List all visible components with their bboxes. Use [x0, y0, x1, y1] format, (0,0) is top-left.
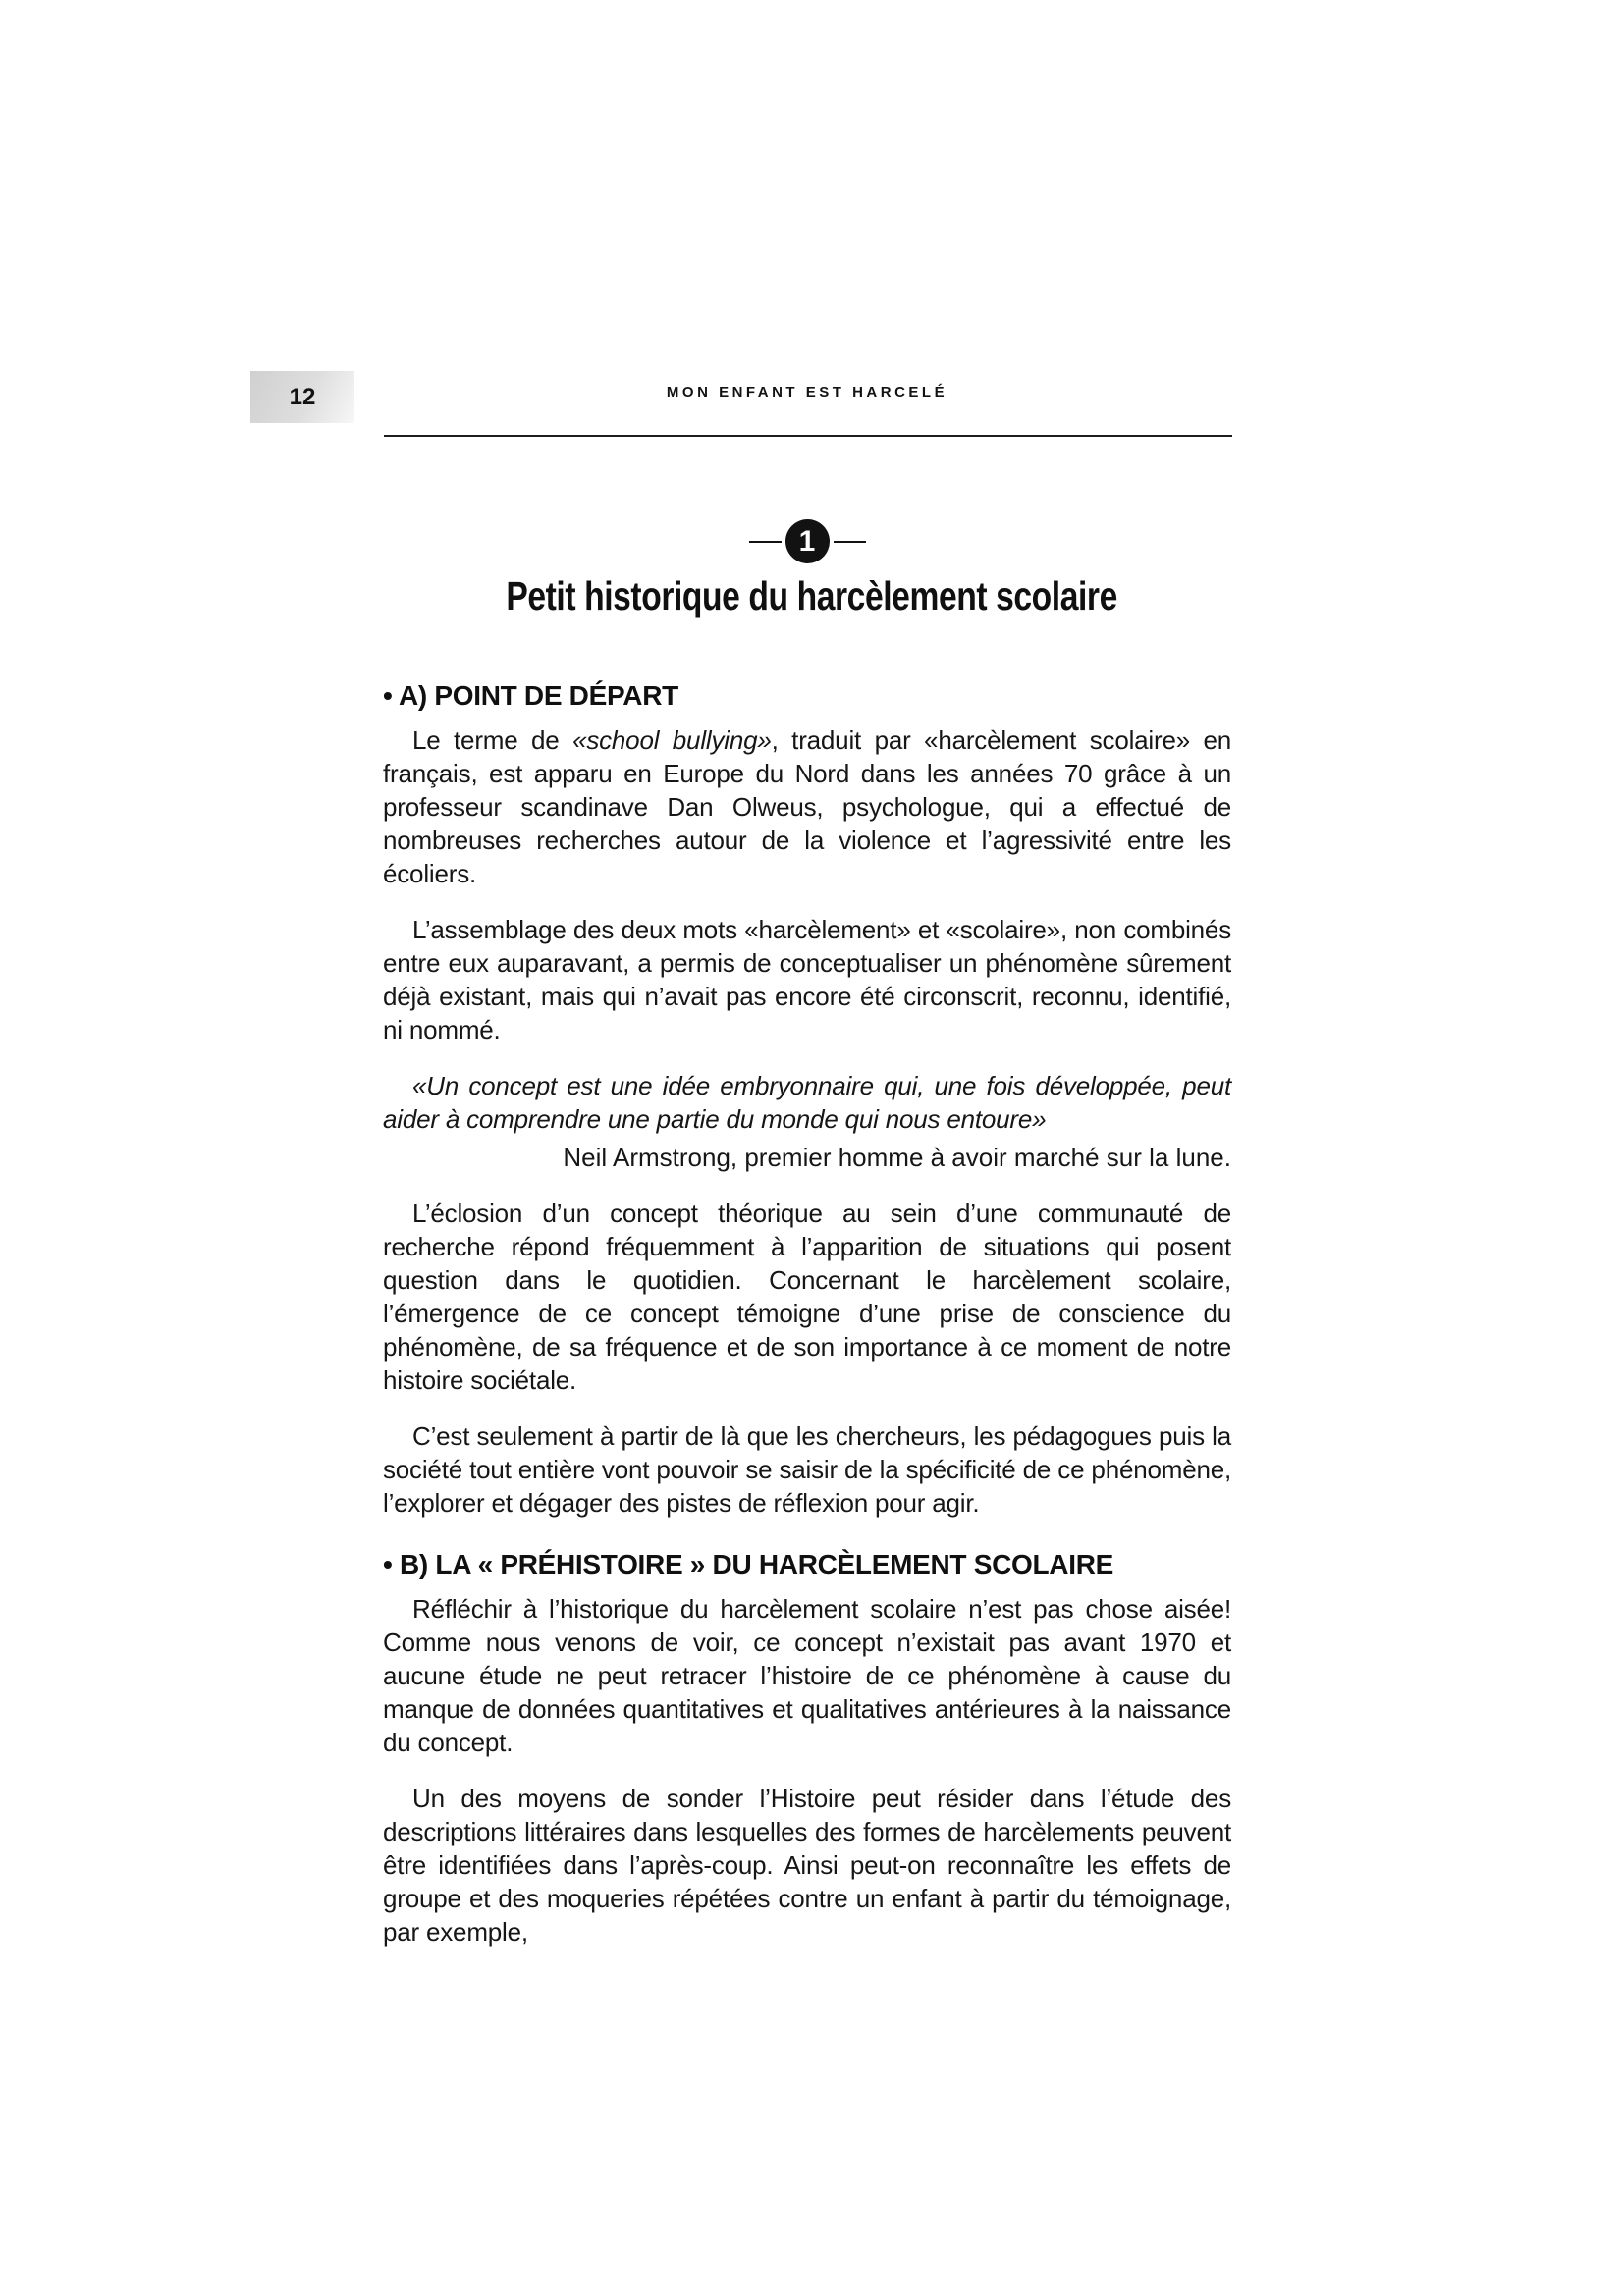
paragraph-a1-rest: , traduit par «harcèlement scolaire» en français, est apparu en Europe du Nord dans les années 70 grâce à un professeur scandinave Dan Olweus, psychologue, qui a effectué de nombreuses recherches autour de la violence et l’agressivité entre les écoliers. [383, 725, 1232, 888]
running-header-title: MON ENFANT EST HARCELÉ [666, 384, 948, 400]
ornament-dash-right [834, 541, 866, 543]
paragraph-a1 [383, 723, 1231, 890]
paragraph-a1-italic-term: «school bullying» [572, 725, 772, 755]
chapter-title-container [0, 573, 1623, 619]
paragraph-a1-lead: Le terme de [412, 725, 573, 755]
chapter-title: Petit historique du harcèlement scolaire [506, 573, 1117, 618]
paragraph-b1: Réfléchir à l’historique du harcèlement scolaire n’est pas chose aisée! Comme nous venons de voir, ce concept n’existait pas avant 1970 et aucune étude ne peut retracer l’histoire de ce phénomène à cause du manque de données quantitatives et qualitatives antérieures à la naissance du concept. [383, 1594, 1231, 1757]
paragraph-b2: Un des moyens de sonder l’Histoire peut résider dans l’étude des descriptions littéraires dans lesquelles des formes de harcèlements peuvent être identifiées dans l’après-coup. Ainsi peut-on reconnaître les effets de groupe et des moqueries répétées contre un enfant à partir du témoignage, par exemple, [383, 1784, 1231, 1947]
quote-attribution: Neil Armstrong, premier homme à avoir marché sur la lune. [563, 1143, 1231, 1172]
paragraph-a4: C’est seulement à partir de là que les chercheurs, les pédagogues puis la société tout entière vont pouvoir se saisir de la spécificité de ce phénomène, l’explorer et dégager des pistes de réflexion pour agir. [383, 1421, 1231, 1518]
paragraph-a3: L’éclosion d’un concept théorique au sein d’une communauté de recherche répond fréquemment à l’apparition de situations qui posent question dans le quotidien. Concernant le harcèlement scolaire, l’émergence de ce concept témoigne d’une prise de conscience du phénomène, de sa fréquence et de son importance à ce moment de notre histoire sociétale. [383, 1199, 1231, 1395]
paragraph-a2: L’assemblage des deux mots «harcèlement» et «scolaire», non combinés entre eux auparavant, a permis de conceptualiser un phénomène sûrement déjà existant, mais qui n’avait pas encore été circonscrit, reconnu, identifié, ni nommé. [383, 915, 1231, 1044]
quote-paragraph: «Un concept est une idée embryonnaire qui, une fois développée, peut aider à comprendre une partie du monde qui nous entoure» [383, 1071, 1231, 1134]
section-a-heading: • A) POINT DE DÉPART [383, 680, 678, 711]
ornament-dash-left [749, 541, 782, 543]
header-rule [384, 435, 1232, 437]
chapter-number-badge [785, 519, 830, 563]
page-number: 12 [289, 383, 316, 410]
chapter-number: 1 [798, 524, 816, 558]
page-body [383, 679, 1231, 1971]
page-number-badge [250, 371, 354, 423]
section-b-heading: • B) LA « PRÉHISTOIRE » DU HARCÈLEMENT SCOLAIRE [383, 1549, 1113, 1579]
chapter-ornament [383, 519, 1231, 563]
